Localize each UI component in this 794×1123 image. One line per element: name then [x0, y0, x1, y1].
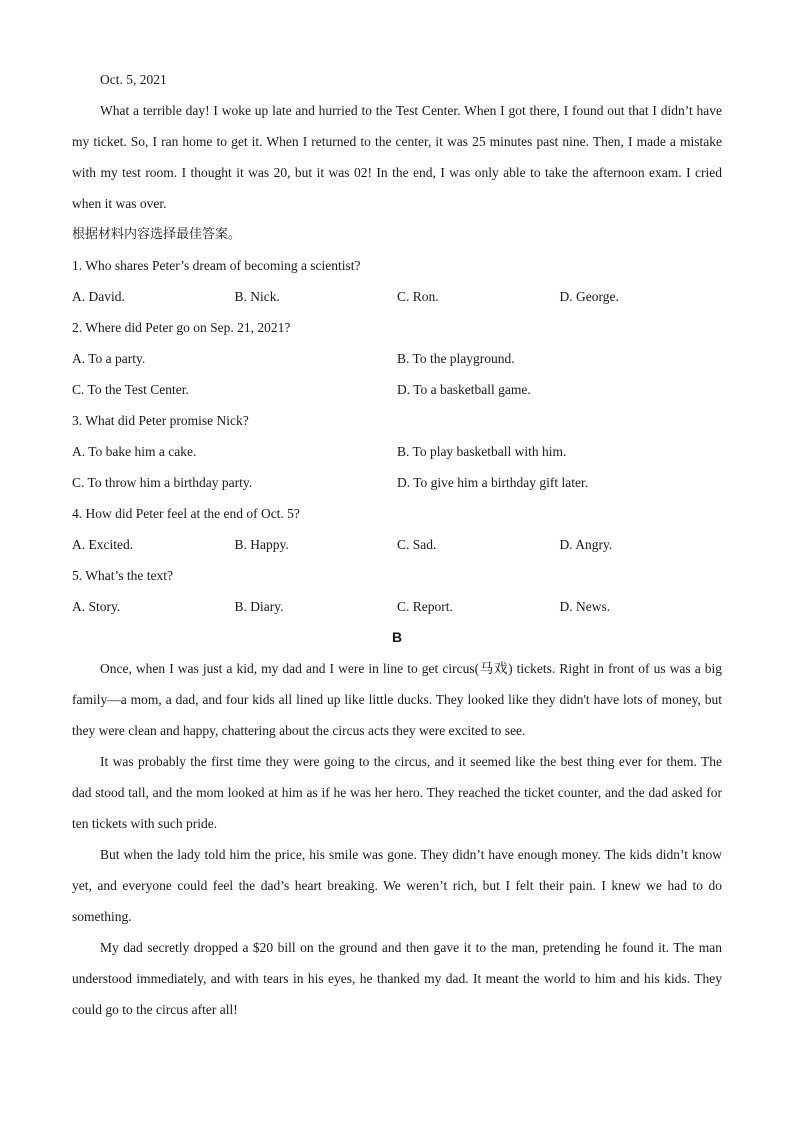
option-d: D. News.	[559, 599, 611, 614]
section-b-paragraph-3: But when the lady told him the price, his smile was gone. They didn’t have enough money. The kids didn’t know yet, and everyone could feel the dad’s heart breaking. We weren’t rich, but I felt their pain. I knew we had to do something.	[72, 847, 722, 924]
question-options-row-2	[72, 374, 722, 405]
option-c: C. To the Test Center.	[72, 382, 189, 397]
question-stem: 1. Who shares Peter’s dream of becoming a scientist?	[72, 258, 361, 273]
question-stem: 5. What’s the text?	[72, 568, 173, 583]
question-stem: 2. Where did Peter go on Sep. 21, 2021?	[72, 320, 291, 335]
option-d: D. To give him a birthday gift later.	[397, 475, 589, 490]
question-stem: 3. What did Peter promise Nick?	[72, 413, 249, 428]
question-options	[72, 529, 722, 560]
section-b-paragraph-2: It was probably the first time they were going to the circus, and it seemed like the best thing ever for them. The dad stood tall, and the mom looked at him as if he was her hero. They reached the ticket counter, and the dad asked for ten tickets with such pride.	[72, 754, 722, 831]
option-d: D. To a basketball game.	[397, 382, 531, 397]
question-options-row-1	[72, 343, 722, 374]
question-4	[72, 498, 722, 560]
option-a: A. David.	[72, 289, 125, 304]
instruction: 根据材料内容选择最佳答案。	[72, 227, 242, 242]
question-5	[72, 560, 722, 622]
option-c: C. Ron.	[397, 289, 439, 304]
option-a: A. To bake him a cake.	[72, 444, 197, 459]
question-options-row-2	[72, 467, 722, 498]
option-a: A. To a party.	[72, 351, 146, 366]
question-options	[72, 591, 722, 622]
option-b: B. Happy.	[234, 537, 289, 552]
diary-body: What a terrible day! I woke up late and hurried to the Test Center. When I got there, I found out that I didn’t have my ticket. So, I ran home to get it. When I returned to the center, it was 25 minutes past nine. Then, I made a mistake with my test room. I thought it was 20, but it was 02! In the end, I was only able to take the afternoon exam. I cried when it was over.	[72, 103, 722, 211]
question-1	[72, 250, 722, 312]
question-2	[72, 312, 722, 405]
option-d: D. George.	[559, 289, 619, 304]
option-c: C. Sad.	[397, 537, 437, 552]
document-page	[72, 64, 722, 1025]
option-b: B. Nick.	[234, 289, 280, 304]
diary-date: Oct. 5, 2021	[100, 72, 167, 87]
question-stem: 4. How did Peter feel at the end of Oct. 5?	[72, 506, 300, 521]
option-c: C. To throw him a birthday party.	[72, 475, 253, 490]
option-c: C. Report.	[397, 599, 453, 614]
question-3	[72, 405, 722, 498]
question-options-row-1	[72, 436, 722, 467]
question-options	[72, 281, 722, 312]
option-b: B. To the playground.	[397, 351, 515, 366]
option-b: B. Diary.	[234, 599, 284, 614]
option-d: D. Angry.	[559, 537, 613, 552]
option-a: A. Excited.	[72, 537, 134, 552]
section-b-paragraph-4: My dad secretly dropped a $20 bill on the ground and then gave it to the man, pretending he found it. The man understood immediately, and with tears in his eyes, he thanked my dad. It meant the world to him and his kids. They could go to the circus after all!	[72, 940, 722, 1017]
option-b: B. To play basketball with him.	[397, 444, 567, 459]
section-b-title: B	[391, 629, 403, 645]
option-a: A. Story.	[72, 599, 121, 614]
section-b-paragraph-1: Once, when I was just a kid, my dad and I were in line to get circus(马戏) tickets. Right in front of us was a big family—a mom, a dad, and four kids all lined up like little ducks. They looked like they didn't have lots of money, but they were clean and happy, chattering about the circus acts they were excited to see.	[72, 661, 722, 738]
